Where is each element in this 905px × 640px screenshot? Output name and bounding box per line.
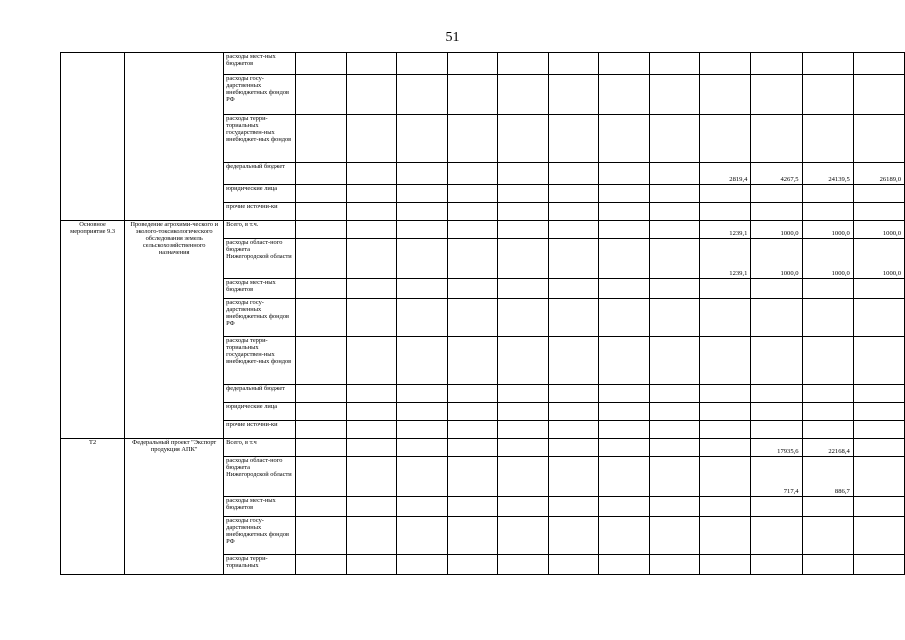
value-cell <box>346 555 397 575</box>
value-cell <box>649 403 700 421</box>
value-cell <box>447 457 498 497</box>
value-cell <box>751 279 802 299</box>
value-cell: 4267,5 <box>751 163 802 185</box>
value-cell <box>397 497 448 517</box>
value-cell <box>346 185 397 203</box>
value-cell <box>296 75 347 115</box>
value-cell <box>853 115 904 163</box>
group-code: Т2 <box>61 439 125 575</box>
value-cell <box>447 385 498 403</box>
funding-source: расходы мест-ных бюджетов <box>224 497 296 517</box>
value-cell <box>346 337 397 385</box>
value-cell <box>700 75 751 115</box>
value-cell <box>802 403 853 421</box>
value-cell <box>599 53 650 75</box>
value-cell <box>599 185 650 203</box>
value-cell <box>802 75 853 115</box>
funding-source: юридические лица <box>224 403 296 421</box>
value-cell <box>548 279 599 299</box>
value-cell <box>447 517 498 555</box>
value-cell <box>649 115 700 163</box>
funding-source: федеральный бюджет <box>224 385 296 403</box>
group-name: Проведение агрохими-ческого и эколого-токсикологического обследования земель сельскохозяйственного назначения <box>125 221 224 439</box>
value-cell <box>498 163 549 185</box>
value-cell <box>548 163 599 185</box>
value-cell <box>447 555 498 575</box>
value-cell <box>853 299 904 337</box>
value-cell <box>853 75 904 115</box>
value-cell <box>397 239 448 279</box>
value-cell <box>649 457 700 497</box>
value-cell <box>447 299 498 337</box>
value-cell: 26189,0 <box>853 163 904 185</box>
value-cell: 22168,4 <box>802 439 853 457</box>
value-cell <box>548 497 599 517</box>
value-cell <box>447 421 498 439</box>
value-cell <box>346 457 397 497</box>
value-cell <box>649 203 700 221</box>
value-cell <box>751 403 802 421</box>
value-cell <box>397 115 448 163</box>
value-cell <box>397 203 448 221</box>
value-cell <box>498 497 549 517</box>
value-cell <box>700 299 751 337</box>
value-cell <box>649 185 700 203</box>
value-cell <box>599 75 650 115</box>
value-cell <box>296 279 347 299</box>
value-cell <box>447 337 498 385</box>
value-cell <box>447 53 498 75</box>
value-cell <box>296 555 347 575</box>
value-cell <box>649 239 700 279</box>
value-cell <box>397 457 448 497</box>
value-cell <box>853 279 904 299</box>
value-cell <box>346 497 397 517</box>
funding-source: расходы терри-ториальных <box>224 555 296 575</box>
value-cell <box>751 337 802 385</box>
value-cell <box>599 497 650 517</box>
value-cell <box>802 421 853 439</box>
value-cell <box>802 53 853 75</box>
value-cell <box>700 439 751 457</box>
value-cell <box>548 421 599 439</box>
value-cell <box>599 439 650 457</box>
value-cell <box>346 279 397 299</box>
value-cell <box>346 299 397 337</box>
value-cell <box>853 517 904 555</box>
value-cell <box>447 163 498 185</box>
value-cell <box>802 115 853 163</box>
value-cell <box>296 299 347 337</box>
value-cell <box>649 279 700 299</box>
value-cell: 1000,0 <box>802 239 853 279</box>
value-cell <box>649 163 700 185</box>
value-cell <box>548 53 599 75</box>
value-cell <box>853 403 904 421</box>
value-cell <box>397 163 448 185</box>
value-cell <box>498 385 549 403</box>
value-cell <box>397 185 448 203</box>
value-cell <box>853 203 904 221</box>
value-cell <box>548 337 599 385</box>
value-cell <box>853 185 904 203</box>
funding-source: прочие источни-ки <box>224 421 296 439</box>
value-cell <box>397 299 448 337</box>
value-cell <box>700 555 751 575</box>
value-cell <box>447 221 498 239</box>
value-cell <box>346 221 397 239</box>
value-cell <box>296 497 347 517</box>
value-cell <box>397 517 448 555</box>
value-cell <box>498 203 549 221</box>
value-cell <box>700 337 751 385</box>
value-cell <box>346 439 397 457</box>
value-cell <box>802 497 853 517</box>
value-cell <box>700 185 751 203</box>
value-cell <box>599 203 650 221</box>
funding-source: расходы мест-ных бюджетов <box>224 279 296 299</box>
funding-source: Всего, в т.ч <box>224 439 296 457</box>
value-cell <box>397 337 448 385</box>
value-cell <box>599 403 650 421</box>
value-cell <box>599 457 650 497</box>
value-cell <box>296 185 347 203</box>
value-cell <box>751 53 802 75</box>
value-cell <box>599 115 650 163</box>
value-cell <box>548 115 599 163</box>
value-cell <box>548 403 599 421</box>
value-cell: 1239,1 <box>700 221 751 239</box>
value-cell <box>751 299 802 337</box>
funding-source: расходы госу-дарственных внебюджетных фондов РФ <box>224 517 296 555</box>
value-cell <box>498 53 549 75</box>
value-cell <box>296 457 347 497</box>
value-cell <box>397 385 448 403</box>
value-cell <box>802 337 853 385</box>
value-cell <box>649 421 700 439</box>
value-cell <box>599 385 650 403</box>
value-cell <box>397 403 448 421</box>
value-cell <box>649 555 700 575</box>
value-cell: 2819,4 <box>700 163 751 185</box>
value-cell <box>447 279 498 299</box>
funding-source: федеральный бюджет <box>224 163 296 185</box>
value-cell <box>498 239 549 279</box>
value-cell: 1000,0 <box>853 221 904 239</box>
value-cell <box>751 75 802 115</box>
value-cell <box>700 421 751 439</box>
value-cell <box>548 75 599 115</box>
value-cell <box>751 497 802 517</box>
value-cell <box>548 221 599 239</box>
value-cell <box>346 239 397 279</box>
funding-source: расходы област-ного бюджета Нижегородской области <box>224 239 296 279</box>
value-cell <box>751 115 802 163</box>
value-cell <box>296 421 347 439</box>
value-cell <box>346 115 397 163</box>
value-cell <box>853 53 904 75</box>
value-cell <box>649 75 700 115</box>
value-cell <box>853 421 904 439</box>
value-cell <box>447 203 498 221</box>
value-cell <box>853 555 904 575</box>
value-cell: 1239,1 <box>700 239 751 279</box>
value-cell <box>548 555 599 575</box>
value-cell <box>498 517 549 555</box>
value-cell <box>447 239 498 279</box>
value-cell <box>548 185 599 203</box>
value-cell <box>649 517 700 555</box>
value-cell <box>649 299 700 337</box>
value-cell <box>498 279 549 299</box>
value-cell <box>751 421 802 439</box>
value-cell <box>397 279 448 299</box>
value-cell: 1000,0 <box>802 221 853 239</box>
table-row <box>61 439 905 457</box>
value-cell <box>599 279 650 299</box>
value-cell <box>397 53 448 75</box>
value-cell: 24139,5 <box>802 163 853 185</box>
value-cell <box>296 221 347 239</box>
value-cell <box>346 203 397 221</box>
value-cell <box>447 115 498 163</box>
value-cell <box>397 439 448 457</box>
value-cell <box>346 75 397 115</box>
value-cell <box>802 299 853 337</box>
value-cell <box>649 221 700 239</box>
value-cell: 886,7 <box>802 457 853 497</box>
value-cell <box>346 385 397 403</box>
value-cell <box>649 385 700 403</box>
value-cell <box>649 337 700 385</box>
value-cell <box>548 385 599 403</box>
value-cell <box>498 555 549 575</box>
value-cell <box>599 239 650 279</box>
value-cell <box>498 457 549 497</box>
group-name: Федеральный проект "Экспорт продукция АПК" <box>125 439 224 575</box>
value-cell <box>498 221 549 239</box>
value-cell <box>447 185 498 203</box>
value-cell <box>346 517 397 555</box>
funding-source: прочие источни-ки <box>224 203 296 221</box>
value-cell <box>296 53 347 75</box>
value-cell <box>397 421 448 439</box>
table-body <box>61 53 905 575</box>
value-cell <box>346 421 397 439</box>
value-cell <box>599 221 650 239</box>
value-cell <box>853 439 904 457</box>
value-cell <box>548 239 599 279</box>
value-cell <box>397 555 448 575</box>
value-cell <box>447 403 498 421</box>
value-cell <box>599 299 650 337</box>
code-cell <box>61 53 125 221</box>
value-cell <box>498 75 549 115</box>
value-cell <box>498 439 549 457</box>
funding-source: юридические лица <box>224 185 296 203</box>
value-cell <box>498 115 549 163</box>
value-cell <box>700 457 751 497</box>
group-code: Основное мероприятие 9.3 <box>61 221 125 439</box>
value-cell <box>296 203 347 221</box>
funding-source: Всего, в т.ч. <box>224 221 296 239</box>
value-cell <box>296 337 347 385</box>
value-cell <box>548 203 599 221</box>
value-cell <box>397 75 448 115</box>
value-cell <box>548 439 599 457</box>
value-cell <box>649 439 700 457</box>
budget-table <box>60 52 905 575</box>
value-cell <box>700 115 751 163</box>
value-cell <box>700 517 751 555</box>
value-cell <box>296 517 347 555</box>
value-cell <box>346 403 397 421</box>
value-cell <box>700 279 751 299</box>
value-cell <box>548 517 599 555</box>
value-cell <box>751 555 802 575</box>
value-cell <box>853 497 904 517</box>
value-cell: 1000,0 <box>751 221 802 239</box>
value-cell <box>802 555 853 575</box>
value-cell <box>649 497 700 517</box>
value-cell <box>853 457 904 497</box>
value-cell <box>802 385 853 403</box>
value-cell <box>498 299 549 337</box>
value-cell <box>296 439 347 457</box>
value-cell <box>296 385 347 403</box>
value-cell <box>498 185 549 203</box>
value-cell <box>802 517 853 555</box>
value-cell: 17935,6 <box>751 439 802 457</box>
value-cell <box>498 421 549 439</box>
value-cell <box>802 203 853 221</box>
value-cell <box>296 239 347 279</box>
value-cell <box>700 497 751 517</box>
value-cell <box>599 517 650 555</box>
table-row <box>61 221 905 239</box>
value-cell <box>751 203 802 221</box>
value-cell <box>853 385 904 403</box>
value-cell <box>498 337 549 385</box>
page-number: 51 <box>445 30 460 45</box>
value-cell <box>296 403 347 421</box>
value-cell <box>548 457 599 497</box>
value-cell <box>700 403 751 421</box>
funding-source: расходы област-ного бюджета Нижегородской области <box>224 457 296 497</box>
value-cell <box>649 53 700 75</box>
value-cell: 1000,0 <box>751 239 802 279</box>
value-cell <box>599 337 650 385</box>
value-cell <box>802 185 853 203</box>
value-cell <box>751 185 802 203</box>
value-cell <box>296 115 347 163</box>
value-cell <box>447 75 498 115</box>
value-cell: 1000,0 <box>853 239 904 279</box>
funding-source: расходы госу-дарственных внебюджетных фондов РФ <box>224 299 296 337</box>
value-cell <box>700 385 751 403</box>
value-cell <box>548 299 599 337</box>
value-cell <box>346 53 397 75</box>
value-cell <box>346 163 397 185</box>
value-cell <box>853 337 904 385</box>
funding-source: расходы госу-дарственных внебюджетных фондов РФ <box>224 75 296 115</box>
value-cell <box>447 497 498 517</box>
funding-source: расходы мест-ных бюджетов <box>224 53 296 75</box>
funding-source: расходы терри-ториальных государствен-ных внебюджет-ных фондов <box>224 115 296 163</box>
funding-source: расходы терри-ториальных государствен-ных внебюджет-ных фондов <box>224 337 296 385</box>
value-cell <box>397 221 448 239</box>
name-cell <box>125 53 224 221</box>
value-cell <box>599 163 650 185</box>
value-cell <box>700 53 751 75</box>
value-cell <box>498 403 549 421</box>
value-cell <box>296 163 347 185</box>
value-cell <box>700 203 751 221</box>
value-cell <box>599 555 650 575</box>
value-cell <box>751 517 802 555</box>
value-cell <box>599 421 650 439</box>
value-cell <box>751 385 802 403</box>
value-cell: 717,4 <box>751 457 802 497</box>
table-row <box>61 53 905 75</box>
value-cell <box>447 439 498 457</box>
value-cell <box>802 279 853 299</box>
